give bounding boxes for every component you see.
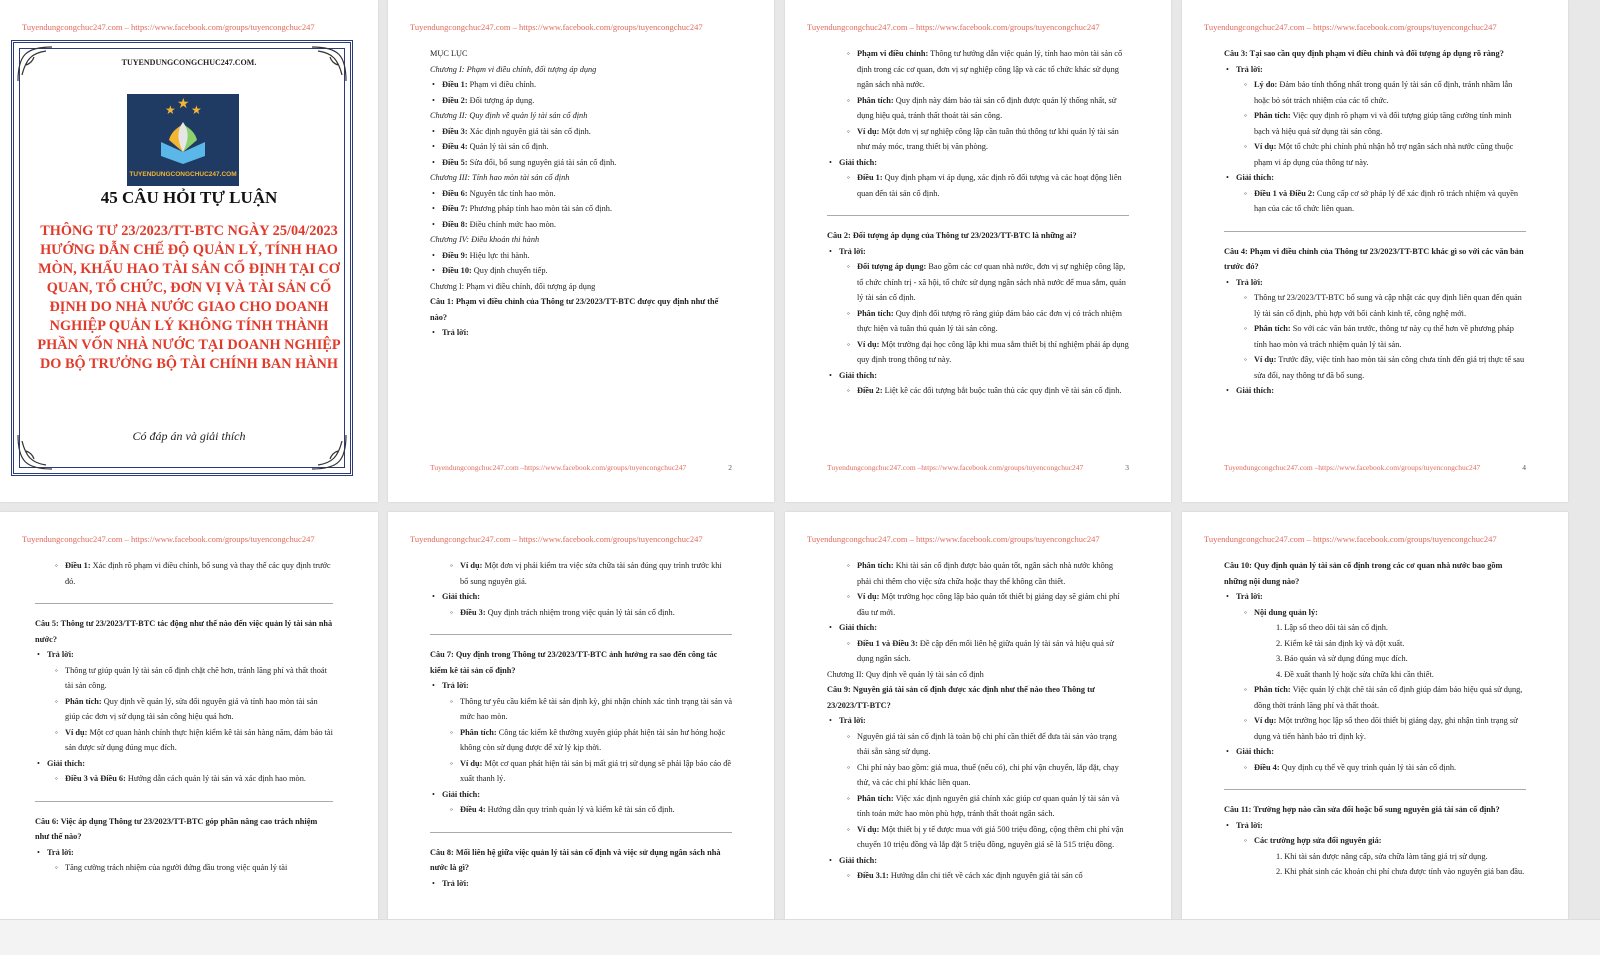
line-text: 4. Đề xuất thanh lý hoặc sửa chữa khi cần thiết. (1276, 669, 1434, 679)
sub-bullet-item (1224, 186, 1526, 217)
line-text: Quy định cụ thể về quy trình quản lý tài sản cố định. (1279, 762, 1457, 772)
bold-label: Phân tích: (460, 727, 497, 737)
line-text: Một trường đại học công lập khi mua sắm thiết bị thí nghiệm phải áp dụng quy định trong thông tư này. (857, 339, 1129, 364)
section-divider (430, 634, 732, 635)
bullet-item (827, 853, 1129, 869)
bold-label: Giải thích: (1236, 386, 1275, 395)
sub-bullet-item (827, 124, 1129, 155)
sub-bullet-item (35, 725, 333, 756)
line-text: So với các văn bản trước, thông tư này cụ thể hơn về phương pháp tính hao mòn và trách nhiệm quản lý tài sản. (1254, 324, 1514, 349)
question-heading (827, 682, 1129, 713)
bullet-item (430, 787, 732, 803)
bold-label: Điều 3: (460, 607, 486, 617)
bold-label: Ví dụ: (1254, 142, 1277, 151)
page-body (35, 558, 333, 876)
bold-label: Ví dụ: (857, 824, 880, 834)
bullet-item (1224, 62, 1526, 78)
bold-label: Giải thích: (839, 623, 878, 632)
section-divider (35, 801, 333, 802)
bullet-item (430, 77, 732, 93)
numbered-item (1224, 667, 1526, 683)
bold-label: Trả lời: (1236, 592, 1263, 601)
line-text: Hướng dẫn quy trình quản lý và kiểm kê tài sản cố định. (485, 805, 675, 814)
line-text: Câu 3: Tại sao cần quy định phạm vi điều chỉnh và đối tượng áp dụng rõ ràng? (1224, 49, 1504, 58)
line-text: 1. Khi tài sản được nâng cấp, sửa chữa làm tăng giá trị sử dụng. (1276, 851, 1488, 861)
line-text: Xác định rõ phạm vi điều chỉnh, bổ sung và thay thế các quy định trước đó. (65, 561, 331, 586)
bullet-item (1224, 275, 1526, 291)
sub-bullet-item (1224, 108, 1526, 139)
bold-label: Phân tích: (1254, 324, 1291, 333)
bold-label: Giải thích: (47, 758, 86, 768)
page-body (430, 46, 732, 341)
bold-label: Trả lời: (1236, 277, 1263, 287)
page-header: Tuyendungcongchuc247.com – https://www.facebook.com/groups/tuyencongchuc247 (807, 534, 1100, 544)
bullet-item (430, 248, 732, 264)
text-line (430, 46, 732, 62)
logo-text: TUYENDUNGCONGCHUC247.COM (129, 171, 237, 178)
bold-label: Ví dụ: (857, 126, 880, 136)
page-number: 2 (728, 463, 732, 472)
page-footer (1224, 463, 1526, 472)
line-text: Việc quản lý chặt chẽ tài sản cố định giúp đảm bảo hiệu quả sử dụng, đồng thời tránh lãng phí và thất thoát. (1254, 685, 1523, 710)
bullet-item (827, 713, 1129, 729)
section-divider (827, 215, 1129, 216)
bold-label: Giải thích: (839, 370, 878, 380)
bold-label: Lý do: (1254, 80, 1278, 89)
bold-label: Điều 5: (442, 157, 468, 167)
bullet-item (1224, 744, 1526, 760)
site-logo (127, 94, 239, 186)
bold-label: Điều 1: (65, 561, 91, 570)
line-text: Một đơn vị phải kiểm tra việc sửa chữa tài sản đúng quy trình trước khi bổ sung nguyên giá. (460, 561, 722, 586)
bold-label: Điều 1 và Điều 3: (857, 638, 918, 648)
sub-bullet-item (1224, 760, 1526, 776)
bold-label: Phạm vi điều chỉnh: (857, 49, 929, 58)
sub-bullet-item (1224, 833, 1526, 849)
footer-text: Tuyendungcongchuc247.com –https://www.facebook.com/groups/tuyencongchuc247 (430, 463, 687, 472)
bold-label: Nội dung quản lý: (1254, 607, 1318, 617)
page-body (827, 46, 1129, 399)
sub-bullet-item (1224, 713, 1526, 744)
bold-label: Điều 1: (442, 80, 468, 89)
numbered-item (1224, 620, 1526, 636)
question-heading (430, 845, 732, 876)
bold-label: Giải thích: (839, 855, 878, 865)
bullet-item (827, 368, 1129, 384)
line-text: Thông tư hướng dẫn việc quản lý, tính hao mòn tài sản cố định trong các cơ quan, đơn vị sự nghiệp công lập và các tổ chức khác sử dụng ngân sách nhà nước. (857, 49, 1123, 89)
page-header: Tuyendungcongchuc247.com – https://www.facebook.com/groups/tuyencongchuc247 (1204, 22, 1497, 32)
sub-bullet-item (827, 170, 1129, 201)
cover-title: 45 CÂU HỎI TỰ LUẬN (100, 188, 278, 207)
sub-bullet-item (430, 605, 732, 621)
bold-label: Điều 1: (857, 173, 883, 182)
bullet-item (430, 217, 732, 233)
line-text: Một trường học công lập bảo quản tốt thiết bị giảng dạy sẽ giảm chi phí đầu tư mới. (857, 592, 1120, 617)
line-text: Câu 2: Đối tượng áp dụng của Thông tư 23/2023/TT-BTC là những ai? (827, 231, 1077, 240)
question-heading (1224, 46, 1526, 62)
line-text: Một đơn vị sự nghiệp công lập cần tuân thủ thông tư khi quản lý tài sản như máy móc, trang thiết bị văn phòng. (857, 126, 1119, 151)
line-text: Phương pháp tính hao mòn tài sản cố định. (467, 204, 612, 213)
page-7 (785, 512, 1171, 922)
bold-label: Ví dụ: (857, 592, 880, 601)
section-divider (430, 832, 732, 833)
line-text: Câu 10: Quy định quản lý tài sản cố định trong các cơ quan nhà nước bao gồm những nội dung nào? (1224, 561, 1503, 586)
bold-label: Phân tích: (857, 308, 894, 318)
bold-label: Ví dụ: (1254, 716, 1277, 725)
bullet-item (35, 756, 333, 772)
sub-bullet-item (827, 822, 1129, 853)
page-8 (1182, 512, 1568, 922)
bold-label: Trả lời: (47, 847, 74, 857)
bold-label: Phân tích: (857, 793, 894, 803)
page-header: Tuyendungcongchuc247.com – https://www.facebook.com/groups/tuyencongchuc247 (410, 22, 703, 32)
line-text: Phạm vi điều chỉnh. (467, 80, 537, 89)
bold-label: Giải thích: (442, 592, 481, 601)
line-text: 1. Lập sổ theo dõi tài sản cố định. (1276, 623, 1388, 632)
page-header: Tuyendungcongchuc247.com – https://www.facebook.com/groups/tuyencongchuc247 (22, 534, 315, 544)
viewer-status-bar (0, 919, 1600, 955)
bold-label: Giải thích: (442, 789, 481, 799)
cover-site-name: TUYENDUNGCONGCHUC247.COM. (121, 58, 257, 67)
line-text: Quy định về quản lý, sửa đổi nguyên giá và tính hao mòn tài sản giúp các đơn vị sử dụng tài sản công hiệu quả hơn. (65, 696, 318, 721)
numbered-item (1224, 864, 1526, 880)
numbered-item (1224, 651, 1526, 667)
line-text: Quản lý tài sản cố định. (467, 142, 549, 151)
line-text: Hướng dẫn chi tiết về cách xác định nguyên giá tài sản cố (888, 871, 1083, 880)
bold-label: Điều 4: (442, 142, 468, 151)
bold-label: Phân tích: (857, 561, 894, 570)
bold-label: Điều 4: (1254, 762, 1280, 772)
sub-bullet-item (827, 46, 1129, 93)
sub-bullet-item (827, 868, 1129, 884)
sub-bullet-item (827, 729, 1129, 760)
sub-bullet-item (1224, 605, 1526, 621)
line-text: Nguyên tắc tính hao mòn. (467, 188, 556, 198)
page-header: Tuyendungcongchuc247.com – https://www.facebook.com/groups/tuyencongchuc247 (1204, 534, 1497, 544)
line-text: Một cơ quan hành chính thực hiện kiểm kê tài sản hàng năm, đảm bảo tài sản được sử dụng đúng mục đích. (65, 727, 333, 752)
line-text: Chương III: Tính hao mòn tài sản cố định (430, 173, 570, 182)
line-text: Câu 5: Thông tư 23/2023/TT-BTC tác động như thế nào đến việc quản lý tài sản nhà nước? (35, 619, 333, 644)
bullet-item (1224, 589, 1526, 605)
numbered-item (1224, 849, 1526, 865)
sub-bullet-item (430, 725, 732, 756)
sub-bullet-item (35, 694, 333, 725)
bullet-item (430, 155, 732, 171)
question-heading (1224, 558, 1526, 589)
bold-label: Điều 2: (442, 95, 468, 105)
line-text: Thông tư giúp quản lý tài sản cố định chặt chẽ hơn, tránh lãng phí và thất thoát tài sản công. (65, 665, 327, 690)
bullet-item (430, 124, 732, 140)
bold-label: Ví dụ: (857, 339, 880, 349)
bold-label: Điều 3 và Điều 6: (65, 774, 126, 783)
question-heading (827, 228, 1129, 244)
line-text: Việc quy định rõ phạm vi và đối tượng giúp tăng cường tính minh bạch và hiệu quả sử dụng tài sản công. (1254, 111, 1512, 136)
bold-label: Trả lời: (442, 328, 469, 337)
bullet-item (430, 325, 732, 341)
text-line (827, 667, 1129, 683)
bold-label: Điều 4: (460, 805, 486, 814)
sub-bullet-item (827, 93, 1129, 124)
line-text: Thông tư yêu cầu kiểm kê tài sản định kỳ, ghi nhận chính xác tình trạng tài sản và mức hao mòn. (460, 696, 733, 721)
bullet-item (827, 620, 1129, 636)
line-text: Câu 6: Việc áp dụng Thông tư 23/2023/TT-BTC góp phần nâng cao trách nhiệm như thế nào? (35, 816, 318, 841)
question-heading (35, 814, 333, 845)
bold-label: Ví dụ: (460, 758, 483, 768)
numbered-item (1224, 636, 1526, 652)
bold-label: Trả lời: (442, 878, 469, 888)
line-text: Một cơ quan phát hiện tài sản bị mất giá trị sử dụng sẽ phải lập báo cáo đề xuất thanh lý. (460, 758, 732, 783)
sub-bullet-item (430, 756, 732, 787)
bullet-item (430, 678, 732, 694)
bullet-item (1224, 818, 1526, 834)
line-text: Đối tượng áp dụng. (467, 95, 535, 105)
bold-label: Phân tích: (1254, 685, 1291, 694)
page-1-cover (0, 0, 378, 502)
sub-bullet-item (827, 558, 1129, 589)
sub-bullet-item (1224, 682, 1526, 713)
sub-bullet-item (1224, 77, 1526, 108)
page-footer (827, 463, 1129, 472)
bold-label: Phân tích: (1254, 111, 1291, 120)
sub-bullet-item (827, 589, 1129, 620)
sub-bullet-item (1224, 352, 1526, 383)
bold-label: Ví dụ: (1254, 355, 1277, 364)
sub-bullet-item (35, 771, 333, 787)
page-footer (430, 463, 732, 472)
page-header: Tuyendungcongchuc247.com – https://www.facebook.com/groups/tuyencongchuc247 (22, 22, 315, 32)
svg-text:★: ★ (165, 103, 176, 117)
line-text: Bao gồm các cơ quan nhà nước, đơn vị sự nghiệp công lập, tổ chức chính trị - xã hội, tổ chức sử dụng ngân sách nhà nước để mua sắm, quản lý tài sản cố định. (857, 262, 1126, 302)
page-5 (0, 512, 378, 922)
line-text: Trước đây, việc tính hao mòn tài sản công chưa tính đến giá trị thực tế sau sửa đổi, nay thông tư đã bổ sung. (1254, 355, 1525, 380)
text-line (430, 279, 732, 295)
bullet-item (35, 845, 333, 861)
line-text: Liệt kê các đối tượng bắt buộc tuân thủ các quy định về tài sản cố định. (882, 386, 1122, 395)
section-divider (1224, 789, 1526, 790)
line-text: Nguyên giá tài sản cố định là toàn bộ chi phí cần thiết để đưa tài sản vào trạng thái sẵn sàng sử dụng. (857, 731, 1117, 756)
line-text: Câu 9: Nguyên giá tài sản cố định được xác định như thế nào theo Thông tư 23/2023/TT-BTC? (827, 685, 1095, 710)
section-divider (35, 603, 333, 604)
line-text: Sửa đổi, bổ sung nguyên giá tài sản cố định. (467, 157, 617, 167)
bold-label: Giải thích: (839, 157, 878, 167)
svg-text:★: ★ (177, 96, 190, 112)
page-6 (388, 512, 774, 922)
bullet-item (430, 139, 732, 155)
line-text: Hiệu lực thi hành. (467, 250, 530, 260)
line-text: 2. Kiểm kê tài sản định kỳ và đột xuất. (1276, 638, 1405, 648)
bullet-item (1224, 170, 1526, 186)
line-text: Một trường học lập sổ theo dõi thiết bị giảng dạy, ghi nhận tình trạng sử dụng và tiến hành bảo trì định kỳ. (1254, 716, 1518, 741)
line-text: Việc xác định nguyên giá chính xác giúp cơ quan quản lý tài sản và tính toán mức hao mòn phù hợp, tránh thất thoát ngân sách. (857, 793, 1120, 818)
line-text: Điều chỉnh mức hao mòn. (467, 219, 556, 229)
bullet-item (430, 589, 732, 605)
line-text: Quy định này đảm bảo tài sản cố định được quản lý thống nhất, sử dụng hiệu quả, tránh thất thoát tài sản công. (857, 95, 1117, 120)
line-text: Quy định chuyển tiếp. (471, 266, 548, 275)
line-text: Cung cấp cơ sở pháp lý để xác định rõ trách nhiệm và quyền hạn của các tổ chức liên quan. (1254, 188, 1519, 213)
line-text: 3. Bảo quản và sử dụng đúng mục đích. (1276, 654, 1408, 663)
bullet-item (35, 647, 333, 663)
bold-label: Giải thích: (1236, 173, 1275, 182)
bold-label: Trả lời: (839, 246, 866, 256)
bullet-item (827, 155, 1129, 171)
bold-label: Trả lời: (47, 650, 74, 659)
line-text: Chương I: Phạm vi điều chỉnh, đối tượng áp dụng (430, 64, 597, 74)
sub-bullet-item (1224, 290, 1526, 321)
bold-label: Trả lời: (839, 716, 866, 725)
bold-label: Điều 8: (442, 219, 468, 229)
page-body (430, 558, 732, 891)
line-text: Quy định phạm vi áp dụng, xác định rõ đối tượng và các hoạt động liên quan đến tài sản cố định. (857, 173, 1122, 198)
line-text: Tăng cường trách nhiệm của người đứng đầu trong việc quản lý tài (65, 863, 288, 872)
bold-label: Đối tượng áp dụng: (857, 262, 927, 271)
bullet-item (1224, 383, 1526, 399)
sub-bullet-item (35, 558, 333, 589)
line-text: Câu 7: Quy định trong Thông tư 23/2023/TT-BTC ảnh hưởng ra sao đến công tác kiểm kê tài sản cố định? (430, 650, 718, 675)
chapter-heading (430, 108, 732, 124)
sub-bullet-item (827, 259, 1129, 306)
bullet-item (430, 93, 732, 109)
line-text: Đề cập đến mối liên hệ giữa quản lý tài sản và hiệu quả sử dụng ngân sách. (857, 638, 1114, 663)
line-text: Khi tài sản cố định được bảo quản tốt, ngân sách nhà nước không phải chi thêm cho việc sửa chữa hoặc thay thế không cần thiết. (857, 561, 1114, 586)
line-text: Một thiết bị y tế được mua với giá 500 triệu đồng, cộng thêm chi phí vận chuyển 10 triệu đồng và lắp đặt 5 triệu đồng, nguyên giá sẽ là 515 triệu đồng. (857, 824, 1124, 849)
bold-label: Điều 2: (857, 386, 883, 395)
sub-bullet-item (430, 802, 732, 818)
page-4 (1182, 0, 1568, 502)
bullet-item (430, 263, 732, 279)
line-text: MỤC LỤC (430, 49, 468, 58)
bold-label: Trả lời: (1236, 64, 1263, 74)
page-2 (388, 0, 774, 502)
line-text: 2. Khi phát sinh các khoản chi phí chưa được tính vào nguyên giá ban đầu. (1276, 867, 1525, 876)
line-text: Câu 4: Phạm vi điều chỉnh của Thông tư 23/2023/TT-BTC khác gì so với các văn bản trước đó? (1224, 246, 1524, 271)
page-body (1224, 46, 1526, 399)
line-text: Công tác kiểm kê thường xuyên giúp phát hiện tài sản hư hỏng hoặc không còn sử dụng được để xử lý kịp thời. (460, 727, 726, 752)
svg-text:★: ★ (191, 103, 202, 117)
sub-bullet-item (827, 337, 1129, 368)
page-header: Tuyendungcongchuc247.com – https://www.facebook.com/groups/tuyencongchuc247 (807, 22, 1100, 32)
sub-bullet-item (827, 636, 1129, 667)
section-divider (1224, 231, 1526, 232)
cover-note: Có đáp án và giải thích (132, 429, 246, 443)
bold-label: Điều 1 và Điều 2: (1254, 188, 1315, 198)
sub-bullet-item (827, 306, 1129, 337)
line-text: Hướng dẫn cách quản lý tài sản và xác định hao mòn. (125, 774, 306, 783)
page-3 (785, 0, 1171, 502)
bold-label: Điều 7: (442, 204, 468, 213)
line-text: Câu 8: Mối liên hệ giữa việc quản lý tài sản cố định và việc sử dụng ngân sách nhà nước là gì? (430, 847, 721, 872)
bold-label: Trả lời: (442, 681, 469, 690)
line-text: Đảm bảo tính thống nhất trong quản lý tài sản cố định, tránh nhầm lẫn hoặc bỏ sót trách nhiệm của các tổ chức. (1254, 80, 1513, 105)
page-header: Tuyendungcongchuc247.com – https://www.facebook.com/groups/tuyencongchuc247 (410, 534, 703, 544)
sub-bullet-item (1224, 321, 1526, 352)
question-heading (430, 647, 732, 678)
sub-bullet-item (430, 694, 732, 725)
bullet-item (430, 876, 732, 892)
sub-bullet-item (430, 558, 732, 589)
page-body (827, 558, 1129, 884)
book-logo-icon (127, 94, 239, 186)
question-heading (1224, 244, 1526, 275)
sub-bullet-item (827, 791, 1129, 822)
line-text: Chương I: Phạm vi điều chỉnh, đối tượng áp dụng (430, 281, 596, 291)
line-text: Xác định nguyên giá tài sản cố định. (467, 126, 591, 136)
sub-bullet-item (827, 383, 1129, 399)
bullet-item (430, 201, 732, 217)
bold-label: Phân tích: (857, 95, 894, 105)
bold-label: Điều 3: (442, 126, 468, 136)
bold-label: Giải thích: (1236, 747, 1275, 756)
bold-label: Điều 6: (442, 188, 468, 198)
line-text: Chi phí này bao gồm: giá mua, thuế (nếu có), chi phí vận chuyển, lắp đặt, chạy thử, và các chi phí khác liên quan. (857, 762, 1119, 787)
bullet-item (430, 186, 732, 202)
bold-label: Điều 9: (442, 250, 468, 260)
line-text: Chương IV: Điều khoản thi hành (430, 235, 540, 244)
chapter-heading (430, 62, 732, 78)
line-text: Chương II: Quy định về quản lý tài sản cố định (827, 669, 984, 679)
line-text: Thông tư 23/2023/TT-BTC bổ sung và cập nhật các quy định liên quan đến quản lý tài sản cố định, phù hợp với bối cảnh kinh tế, công nghệ mới. (1254, 293, 1522, 318)
line-text: Quy định trách nhiệm trong việc quản lý tài sản cố định. (485, 607, 675, 617)
cover-subtitle: THÔNG TƯ 23/2023/TT-BTC NGÀY 25/04/2023 HƯỚNG DẪN CHẾ ĐỘ QUẢN LÝ, TÍNH HAO MÒN, KHẤU HAO TÀI SẢN CỐ ĐỊNH TẠI CƠ QUAN, TỔ CHỨC, ĐƠN VỊ VÀ TÀI SẢN CỐ ĐỊNH DO NHÀ NƯỚC GIAO CHO DOANH NGHIỆP QUẢN LÝ KHÔNG TÍNH THÀNH PHẦN VỐN NHÀ NƯỚC TẠI DOANH NGHIỆP DO BỘ TRƯỞNG BỘ TÀI CHÍNH BAN HÀNH (37, 223, 341, 372)
bold-label: Trả lời: (1236, 820, 1263, 830)
sub-bullet-item (35, 860, 333, 876)
line-text: Câu 1: Phạm vi điều chỉnh của Thông tư 23/2023/TT-BTC được quy định như thế nào? (430, 297, 719, 322)
sub-bullet-item (1224, 139, 1526, 170)
question-heading (1224, 802, 1526, 818)
question-heading (35, 616, 333, 647)
bold-label: Điều 10: (442, 266, 472, 275)
chapter-heading (430, 232, 732, 248)
bold-label: Phân tích: (65, 696, 102, 706)
page-number: 4 (1522, 463, 1526, 472)
bold-label: Các trường hợp sửa đổi nguyên giá: (1254, 836, 1382, 845)
bold-label: Ví dụ: (65, 727, 88, 737)
question-heading (430, 294, 732, 325)
page-body (1224, 558, 1526, 880)
sub-bullet-item (35, 663, 333, 694)
line-text: Câu 11: Trường hợp nào cần sửa đổi hoặc bổ sung nguyên giá tài sản cố định? (1224, 805, 1500, 814)
bold-label: Ví dụ: (460, 561, 483, 570)
page-number: 3 (1125, 463, 1129, 472)
bold-label: Điều 3.1: (857, 871, 889, 880)
footer-text: Tuyendungcongchuc247.com –https://www.facebook.com/groups/tuyencongchuc247 (1224, 463, 1481, 472)
line-text: Chương II: Quy định về quản lý tài sản cố định (430, 111, 588, 120)
chapter-heading (430, 170, 732, 186)
line-text: Quy định đối tượng rõ ràng giúp đảm bảo các đơn vị có trách nhiệm thực hiện và tuân thủ quản lý tài sản công. (857, 308, 1122, 333)
sub-bullet-item (827, 760, 1129, 791)
footer-text: Tuyendungcongchuc247.com –https://www.facebook.com/groups/tuyencongchuc247 (827, 463, 1084, 472)
line-text: Một tổ chức phi chính phủ nhận hỗ trợ ngân sách nhà nước cũng thuộc phạm vi áp dụng của thông tư này. (1254, 142, 1514, 167)
bullet-item (827, 244, 1129, 260)
